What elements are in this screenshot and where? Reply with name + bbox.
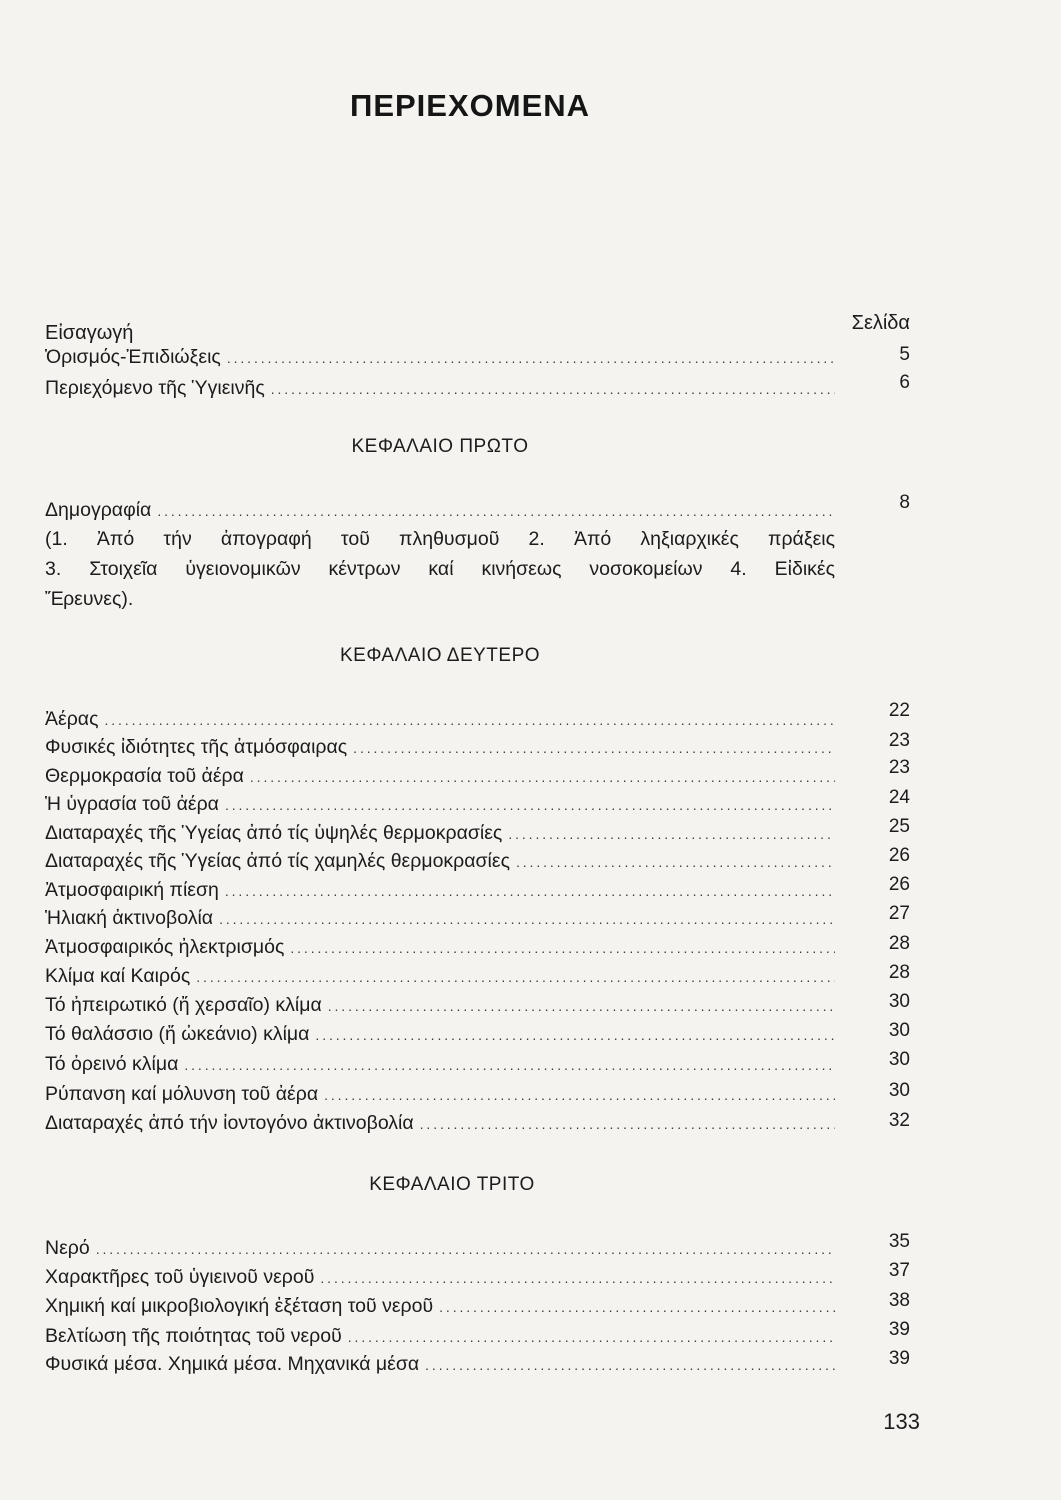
toc-entry-page: 37 — [888, 1260, 910, 1281]
toc-entry — [45, 994, 835, 1022]
toc-entry-label: Ρύπανση καί μόλυνση τοῦ ἀέρα — [45, 1083, 319, 1105]
leader-dots — [196, 969, 835, 985]
toc-entry-label: Ἡλιακή ἀκτινοβολία — [45, 907, 214, 929]
toc-entry-page: 30 — [888, 1049, 910, 1070]
toc-entry — [45, 1266, 835, 1294]
toc-entry-page: 28 — [888, 962, 910, 983]
note-line: Ἔρευνες). — [45, 588, 134, 610]
toc-entry — [45, 1295, 835, 1323]
toc-entry-label: Ὁρισμός-Ἐπιδιώξεις — [45, 346, 221, 368]
toc-entry-page: 25 — [888, 816, 910, 837]
toc-entry — [45, 793, 835, 821]
toc-entry-label: Περιεχόμενο τῆς Ὑγιεινῆς — [45, 377, 265, 399]
toc-entry-page: 35 — [888, 1231, 910, 1252]
toc-entry-page: 32 — [888, 1110, 910, 1131]
note-line: (1. Ἀπό τήν ἀπογραφή τοῦ πληθυσμοῦ 2. Ἀπό ληξιαρχικές πράξεις — [45, 528, 835, 550]
toc-entry-page: 23 — [888, 730, 910, 751]
leader-dots — [320, 1270, 835, 1286]
leader-dots — [104, 712, 835, 728]
leader-dots — [250, 769, 835, 785]
toc-entry-page: 39 — [888, 1319, 910, 1340]
toc-entry — [45, 850, 835, 878]
page-column-label: Σελίδα — [851, 312, 910, 334]
toc-entry — [45, 936, 835, 964]
toc-entry-label: Χαρακτῆρες τοῦ ὑγιεινοῦ νεροῦ — [45, 1266, 315, 1288]
leader-dots — [425, 1357, 835, 1373]
chapter-heading: ΚΕΦΑΛΑΙΟ ΔΕΥΤΕΡΟ — [339, 645, 541, 666]
toc-entry — [45, 1325, 835, 1353]
toc-entry-page: 22 — [888, 700, 910, 721]
toc-entry-label: Ἡ ὑγρασία τοῦ ἀέρα — [45, 793, 219, 815]
toc-entry — [45, 1023, 835, 1051]
toc-entry — [45, 765, 835, 793]
toc-entry-page: 8 — [899, 492, 910, 513]
leader-dots — [508, 826, 835, 842]
chapter-note — [45, 524, 835, 614]
toc-entry — [45, 736, 835, 764]
leader-dots — [328, 998, 835, 1014]
toc-entry — [45, 965, 835, 993]
toc-entry — [45, 377, 835, 405]
leader-dots — [420, 1116, 835, 1132]
toc-entry — [45, 1237, 835, 1265]
toc-entry-page: 38 — [888, 1290, 910, 1311]
leader-dots — [219, 911, 835, 927]
toc-entry-label: Δημογραφία — [45, 499, 152, 521]
toc-entry-label: Διαταραχές τῆς Ὑγείας ἀπό τίς χαμηλές θερμοκρασίες — [45, 850, 510, 872]
note-line: 3. Στοιχεῖα ὑγειονομικῶν κέντρων καί κινήσεως νοσοκομείων 4. Εἰδικές — [45, 558, 835, 580]
toc-entry-label: Νερό — [45, 1237, 90, 1259]
toc-entry-page: 30 — [888, 1080, 910, 1101]
chapter-heading: ΚΕΦΑΛΑΙΟ ΠΡΩΤΟ — [351, 436, 529, 457]
toc-entry-page: 26 — [888, 845, 910, 866]
toc-entry-page: 28 — [888, 933, 910, 954]
toc-entry-page: 26 — [888, 874, 910, 895]
toc-entry — [45, 1353, 835, 1381]
leader-dots — [225, 797, 835, 813]
leader-dots — [324, 1087, 835, 1103]
toc-entry-page: 39 — [888, 1348, 910, 1369]
leader-dots — [96, 1241, 835, 1257]
toc-entry-label: Φυσικές ἰδιότητες τῆς ἀτμόσφαιρας — [45, 736, 348, 758]
toc-entry-page: 30 — [888, 1020, 910, 1041]
toc-entry-page: 30 — [888, 991, 910, 1012]
toc-entry-page: 6 — [899, 372, 910, 393]
toc-entry-label: Φυσικά μέσα. Χημικά μέσα. Μηχανικά μέσα — [45, 1353, 420, 1375]
leader-dots — [184, 1057, 835, 1073]
toc-entry-page: 23 — [888, 757, 910, 778]
toc-entry-label: Διαταραχές ἀπό τήν ἰοντογόνο ἀκτινοβολία — [45, 1112, 414, 1134]
leader-dots — [271, 381, 835, 397]
leader-dots — [516, 854, 835, 870]
toc-entry — [45, 346, 835, 374]
leader-dots — [290, 940, 835, 956]
page-title: ΠΕΡΙΕΧΟΜΕΝΑ — [349, 88, 591, 123]
toc-entry-label: Τό ἠπειρωτικό (ἤ χερσαῖο) κλίμα — [45, 994, 322, 1016]
toc-entry-label: Θερμοκρασία τοῦ ἀέρα — [45, 765, 244, 787]
toc-entry — [45, 708, 835, 736]
leader-dots — [157, 503, 835, 519]
leader-dots — [439, 1299, 835, 1315]
toc-entry — [45, 1112, 835, 1140]
toc-entry — [45, 1083, 835, 1111]
toc-entry — [45, 499, 835, 527]
leader-dots — [227, 350, 835, 366]
toc-entry-label: Ἀέρας — [45, 708, 99, 730]
toc-entry-label: Χημική καί μικροβιολογική ἐξέταση τοῦ νεροῦ — [45, 1295, 434, 1317]
toc-entry-page: 5 — [899, 344, 910, 365]
toc-entry-label: Βελτίωση τῆς ποιότητας τοῦ νεροῦ — [45, 1325, 342, 1347]
leader-dots — [315, 1027, 835, 1043]
toc-entry-label: Διαταραχές τῆς Ὑγείας ἀπό τίς ὑψηλές θερμοκρασίες — [45, 822, 503, 844]
leader-dots — [353, 740, 835, 756]
toc-entry-label: Τό θαλάσσιο (ἤ ὠκεάνιο) κλίμα — [45, 1023, 310, 1045]
page-number: 133 — [883, 1409, 920, 1434]
toc-entry-label: Ἀτμοσφαιρικός ἠλεκτρισμός — [45, 936, 285, 958]
toc-entry-label: Κλίμα καί Καιρός — [45, 965, 191, 987]
toc-entry — [45, 1053, 835, 1081]
toc-entry-page: 27 — [888, 903, 910, 924]
chapter-heading: ΚΕΦΑΛΑΙΟ ΤΡΙΤΟ — [369, 1174, 535, 1195]
toc-entry — [45, 907, 835, 935]
toc-entry-label: Ἀτμοσφαιρική πίεση — [45, 879, 219, 901]
intro-heading: Εἰσαγωγή — [45, 322, 134, 344]
leader-dots — [225, 883, 835, 899]
toc-entry — [45, 879, 835, 907]
toc-entry — [45, 822, 835, 850]
leader-dots — [348, 1329, 835, 1345]
toc-entry-page: 24 — [888, 787, 910, 808]
toc-entry-label: Τό ὀρεινό κλίμα — [45, 1053, 179, 1075]
